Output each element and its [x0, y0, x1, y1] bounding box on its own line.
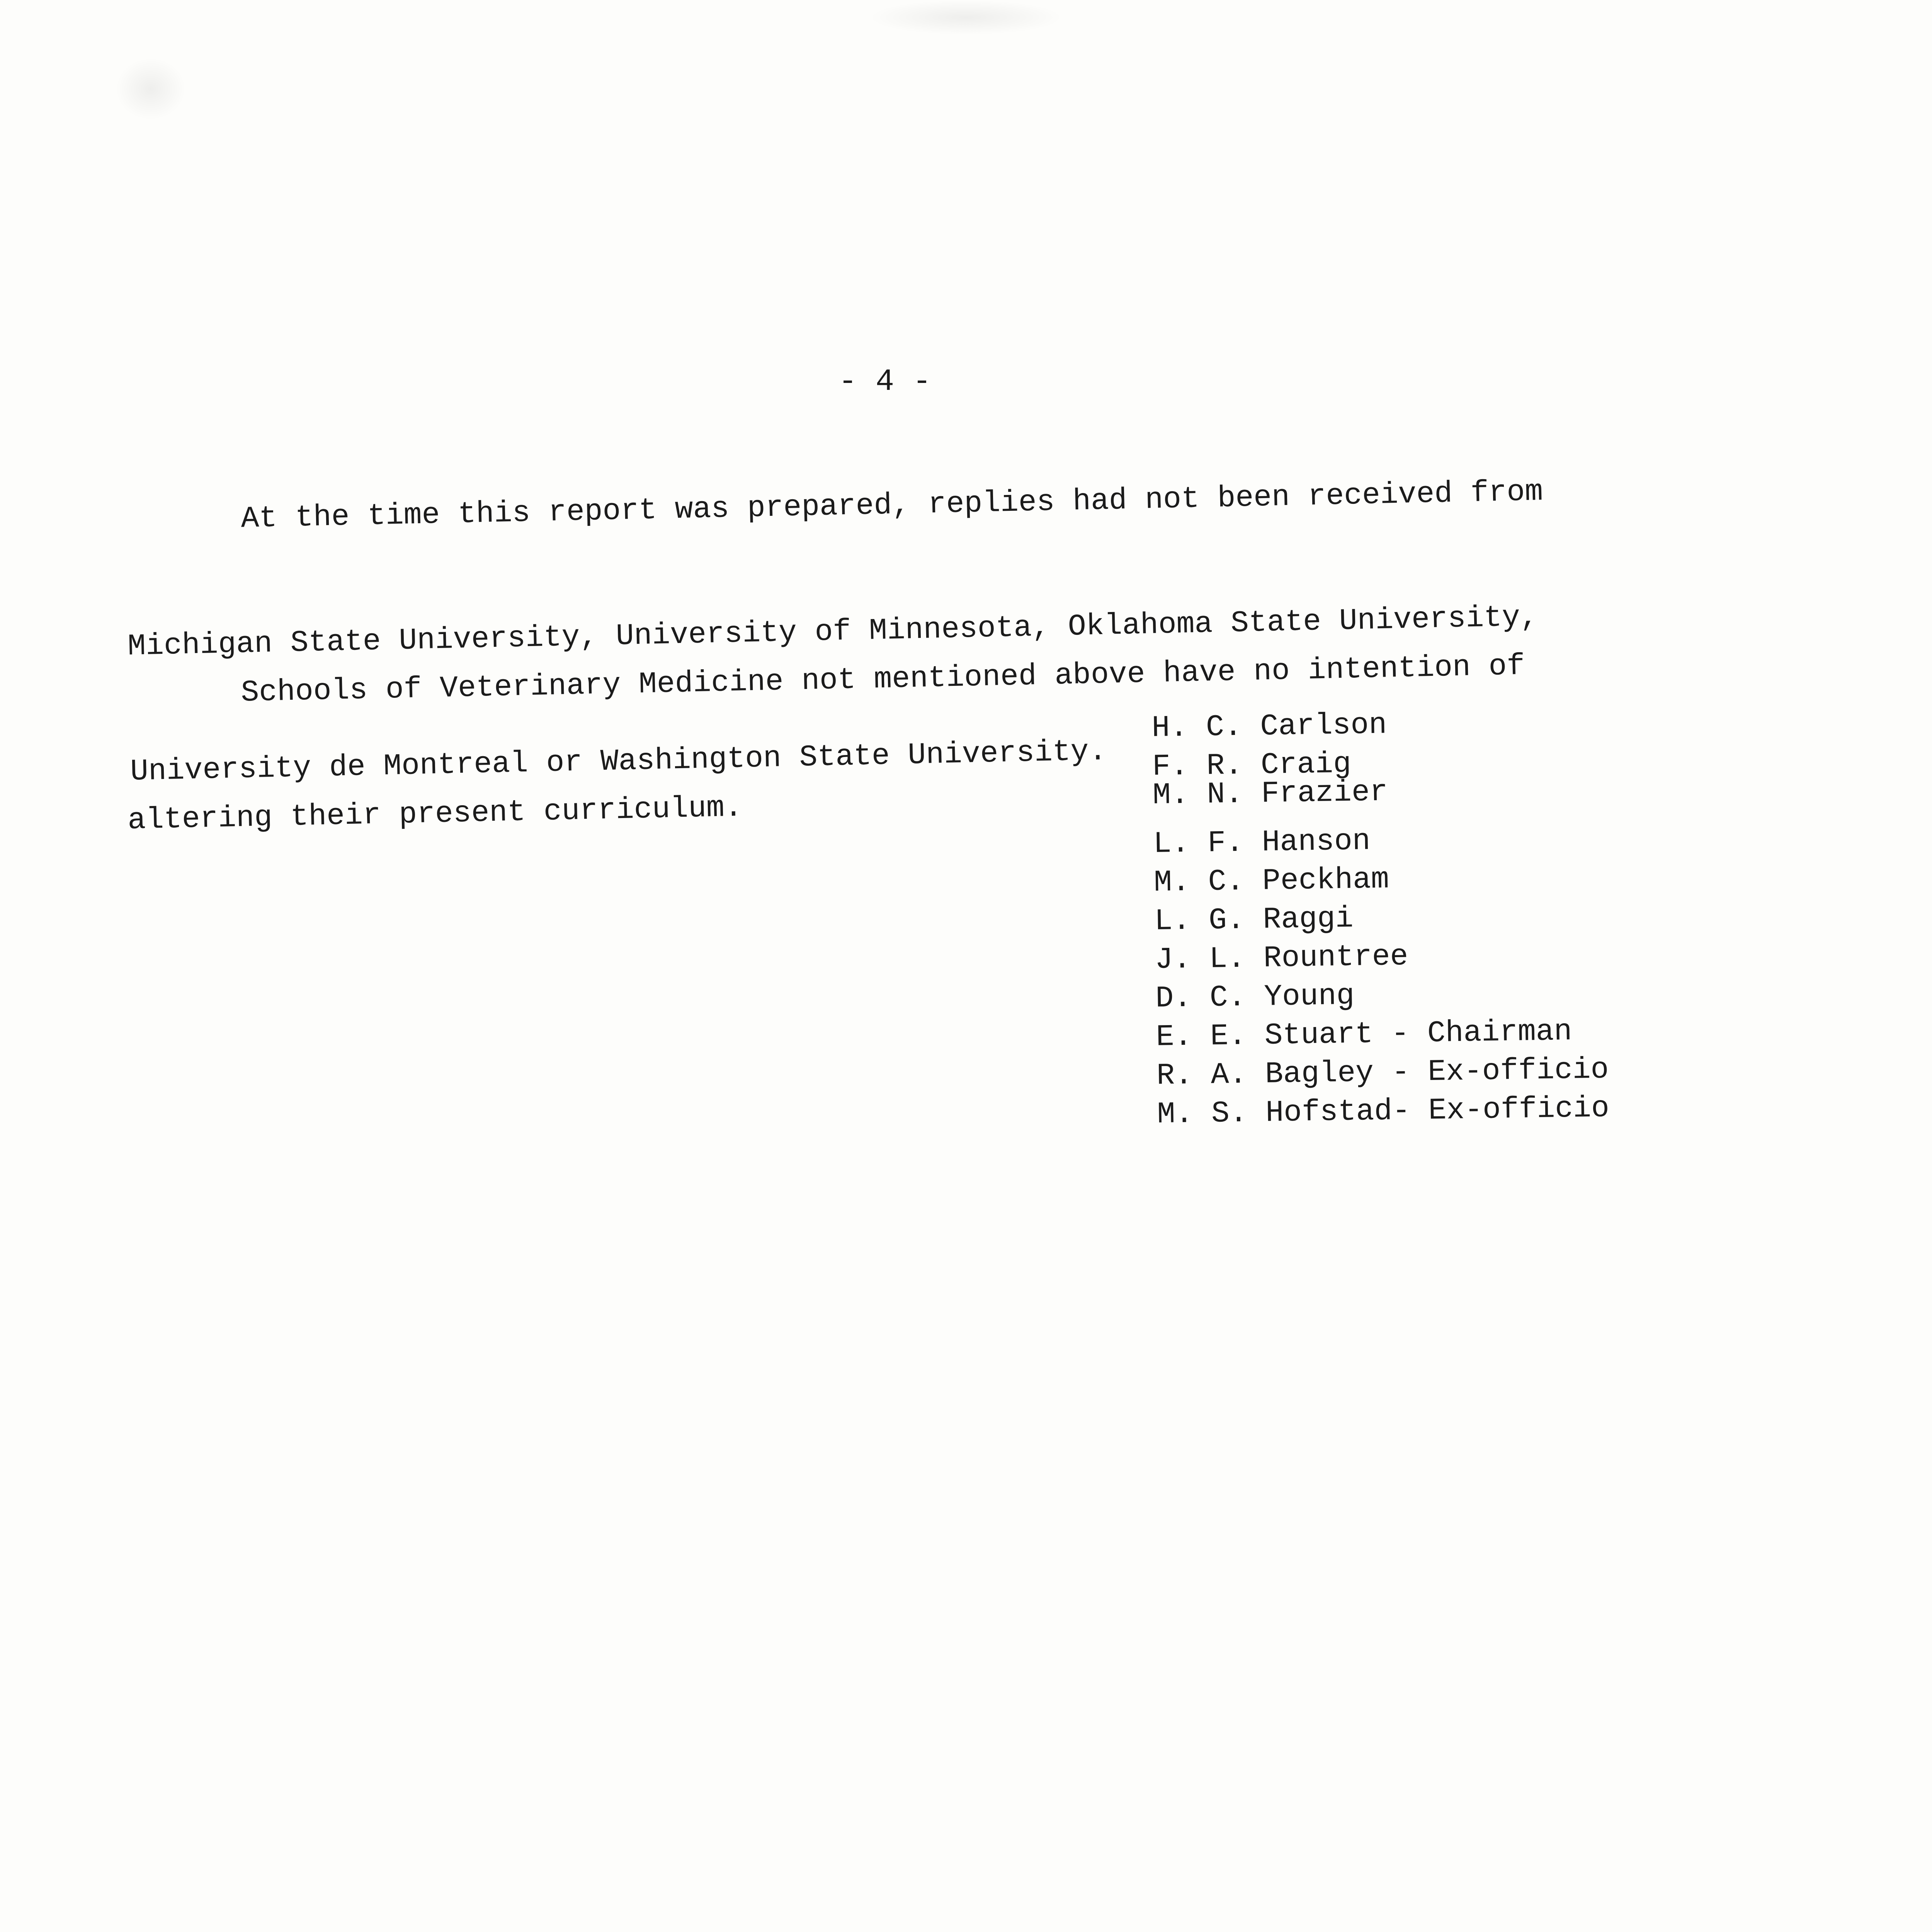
paragraph-line: At the time this report was prepared, replies had not been received from	[240, 475, 1543, 536]
paragraph-line: Schools of Veterinary Medicine not mentioned above have no intention of	[240, 649, 1526, 710]
paragraph-line: altering their present curriculum.	[127, 791, 743, 838]
signatory: R. A. Bagley - Ex-officio	[1156, 1053, 1609, 1093]
signatory: M. S. Hofstad- Ex-officio	[1157, 1091, 1610, 1132]
paragraph-line: Michigan State University, University of Minnesota, Oklahoma State University,	[127, 600, 1539, 664]
signatory: H. C. Carlson	[1151, 708, 1387, 745]
signatory: E. E. Stuart - Chairman	[1156, 1014, 1572, 1054]
signatory: F. R. Craig	[1152, 747, 1352, 784]
signatory: J. L. Rountree	[1155, 939, 1408, 977]
paper-smudge	[116, 58, 185, 120]
paper-smudge	[869, 0, 1063, 35]
page-number: - 4 -	[838, 364, 932, 400]
paragraph-line: University de Montreal or Washington State University.	[130, 734, 1107, 789]
signatory: L. F. Hanson	[1153, 824, 1371, 861]
signatory: L. G. Raggi	[1154, 901, 1354, 939]
signatory: D. C. Young	[1155, 979, 1355, 1016]
signatory: M. C. Peckham	[1153, 862, 1389, 900]
signatory: M. N. Frazier	[1152, 775, 1388, 813]
signatory-list	[1151, 703, 1609, 1134]
